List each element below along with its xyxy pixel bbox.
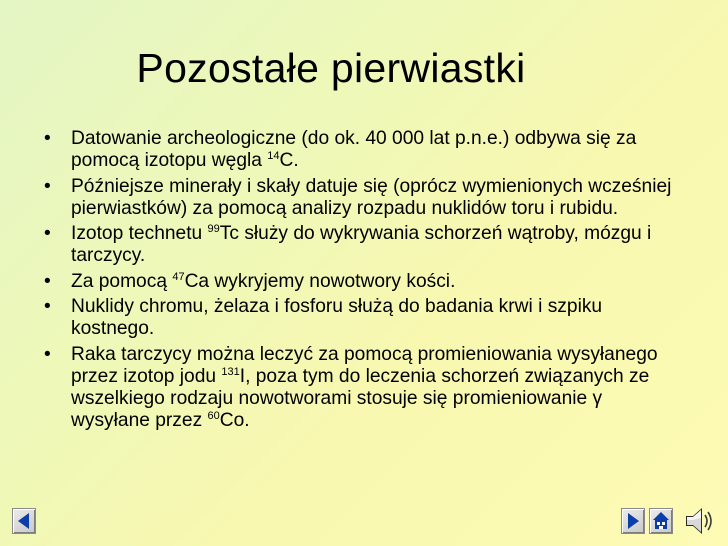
bullet-item-minerals (44, 176, 684, 220)
isotope-mass-number: 47 (172, 270, 185, 283)
bullet-text: Za pomocą (71, 270, 173, 292)
isotope-mass-number: 60 (207, 409, 220, 422)
bullet-text: Izotop technetu (71, 223, 208, 245)
home-icon (650, 509, 672, 533)
bullet-item-calcium (44, 271, 684, 293)
isotope-mass-number: 14 (267, 150, 280, 162)
isotope-mass-number: 131 (221, 365, 240, 378)
triangle-left-icon (13, 509, 35, 533)
next-slide-button[interactable] (621, 508, 645, 534)
bullet-item-carbon (44, 128, 684, 172)
bullet-item-thyroid-cancer (44, 344, 684, 432)
bullet-text: Co. (219, 409, 250, 431)
bullet-text: C. (279, 150, 299, 171)
bullet-text: Tc służy do wykrywania schorzeń wątroby, mózgu i tarczycy. (71, 223, 652, 267)
bullet-item-chromium-iron-phosphorus (44, 296, 684, 340)
slide-title: Pozostałe pierwiastki (136, 45, 526, 91)
bullet-text: Datowanie archeologiczne (do ok. 40 000 lat p.n.e.) odbywa się za pomocą izotopu węgla (71, 128, 637, 171)
home-button[interactable] (649, 508, 673, 534)
bullet-text: Raka tarczycy można leczyć za pomocą promieniowania wysyłanego przez izotop jodu (71, 343, 658, 387)
isotope-mass-number: 99 (207, 223, 220, 236)
bullet-text: I, poza tym do leczenia schorzeń związanych ze wszelkiego rodzaju nowotworami stosuje się promieniowanie γ wysyłane przez (71, 365, 650, 431)
bullet-text: Późniejsze minerały i skały datuje się (oprócz wymienionych wcześniej pierwiastków) za pomocą analizy rozpadu nuklidów toru i rubidu. (71, 175, 672, 219)
bullet-list (44, 128, 684, 436)
bullet-text: Nuklidy chromu, żelaza i fosforu służą do badania krwi i szpiku kostnego. (71, 296, 603, 340)
triangle-right-icon (622, 509, 644, 533)
previous-slide-button[interactable] (12, 508, 36, 534)
bullet-text: Ca wykryjemy nowotwory kości. (184, 270, 456, 292)
bullet-item-technetium (44, 223, 684, 267)
speaker-icon[interactable] (682, 504, 714, 538)
